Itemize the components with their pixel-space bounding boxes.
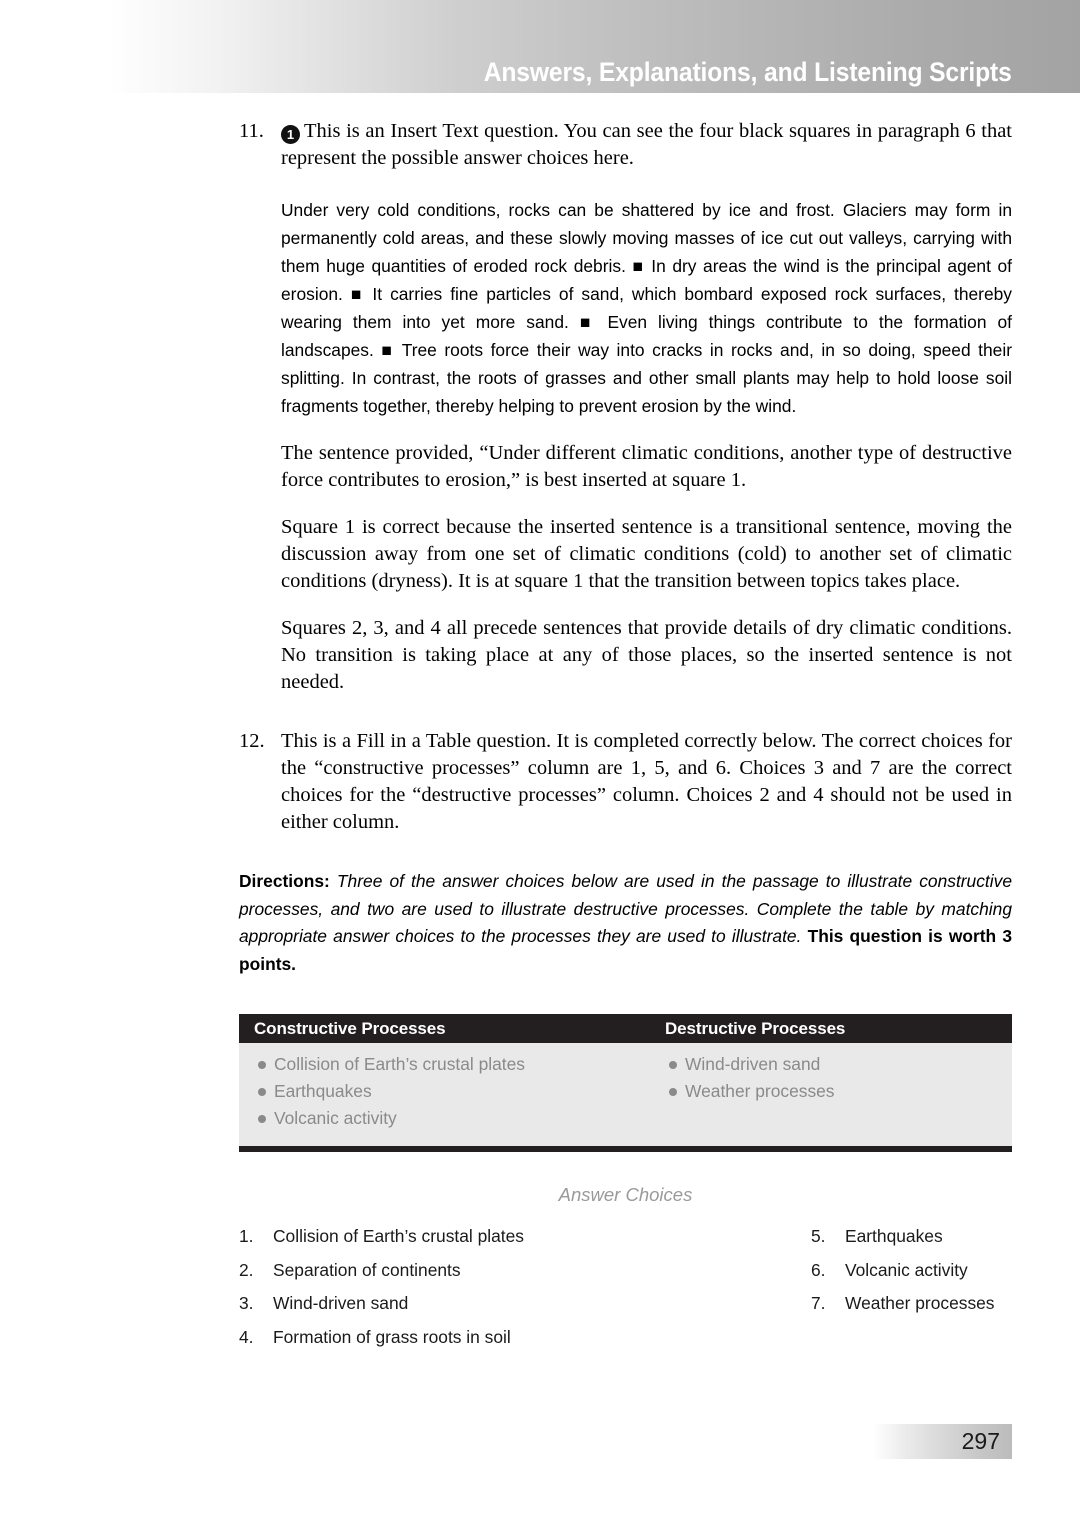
table-cell-constructive [239, 1051, 657, 1132]
choice-text: Formation of grass roots in soil [273, 1326, 511, 1347]
directions-body: Three of the answer choices below are used in the passage to illustrate constructive processes, and two are used to illustrate destructive processes. Complete the table by matching appropriate answer choices to the processes they are used to illustrate. [239, 871, 1012, 946]
running-head-band [0, 0, 1080, 93]
choice-number: 3. [239, 1293, 254, 1313]
spacer [239, 494, 1012, 514]
directions-points-note: This question is worth 3 points. [239, 926, 1012, 974]
spacer [239, 595, 1012, 615]
item-11-paragraph-2: The sentence provided, “Under different climatic conditions, another type of destructive force contributes to erosion,” is best inserted at square 1. [281, 442, 1012, 491]
list-item [239, 1321, 625, 1355]
choice-number: 4. [239, 1326, 254, 1347]
item-11-intro [281, 118, 1012, 172]
list-item [239, 1220, 625, 1254]
table-cell-destructive [657, 1051, 1012, 1132]
destructive-list [665, 1051, 1012, 1105]
choice-number: 7. [811, 1293, 826, 1313]
list-item [625, 1220, 1011, 1254]
table-header-row [239, 1014, 1012, 1043]
choice-text: Separation of continents [273, 1259, 461, 1280]
list-item: Wind-driven sand [665, 1051, 1012, 1078]
directions-block [239, 868, 1012, 978]
quoted-passage: Under very cold conditions, rocks can be shattered by ice and frost. Glaciers may form in permanently cold areas, and these slowly moving masses of ice cut out valleys, carrying with them huge quantities of eroded rock debris. ■ In dry areas the wind is the principal agent of erosion. ■ It carries fine particles of sand, which bombard exposed rock surfaces, thereby wearing them into yet more sand. ■ Even living things contribute to the formation of landscapes. ■ Tree roots force their way into cracks in rocks and, in so doing, speed their splitting. In contrast, the roots of grasses and other small plants may help to hold loose soil fragments together, thereby helping to prevent erosion by the wind. [281, 200, 1012, 416]
spacer [239, 420, 1012, 440]
explanation-item-11 [239, 118, 1012, 172]
processes-table [239, 1014, 1012, 1152]
circled-number-one-icon: 1 [281, 125, 300, 144]
list-item [625, 1254, 1011, 1288]
choice-text: Weather processes [845, 1293, 995, 1313]
table-header-constructive: Constructive Processes [254, 1018, 446, 1038]
choice-text: Collision of Earth’s crustal plates [273, 1226, 524, 1246]
answer-choices-right-column [625, 1220, 1011, 1354]
list-item: Volcanic activity [254, 1105, 657, 1132]
constructive-list [254, 1051, 657, 1132]
page-number: 297 [961, 1428, 1000, 1454]
spacer [239, 172, 1012, 196]
item-11-paragraph-3: Square 1 is correct because the inserted sentence is a transitional sentence, moving the discussion away from one set of climatic conditions (cold) to another set of climatic conditions (dryness). It is at square 1 that the transition between topics takes place. [281, 516, 1012, 592]
choice-number: 2. [239, 1259, 254, 1280]
choice-number: 6. [811, 1259, 826, 1280]
list-item [625, 1287, 1011, 1321]
item-number: 11. [239, 120, 264, 142]
folio-band [873, 1424, 1012, 1459]
choice-text: Volcanic activity [845, 1259, 968, 1280]
spacer [239, 836, 1012, 868]
choice-text: Earthquakes [845, 1226, 943, 1246]
choice-text: Wind-driven sand [273, 1293, 409, 1313]
list-item: Weather processes [665, 1078, 1012, 1105]
list-item [239, 1254, 625, 1288]
item-12-intro: This is a Fill in a Table question. It is completed correctly below. The correct choices for the “constructive processes” column are 1, 5, and 6. Choices 3 and 7 are the correct choices for the “destructive processes” column. Choices 2 and 4 should not be used in either column. [281, 730, 1012, 833]
item-11-paragraph-4: Squares 2, 3, and 4 all precede sentences that provide details of dry climatic conditions. No transition is taking place at any of those places, so the inserted sentence is not needed. [281, 617, 1012, 693]
table-header-destructive: Destructive Processes [665, 1018, 846, 1038]
answer-choices-left-column [239, 1220, 625, 1354]
item-number: 12. [239, 730, 265, 752]
list-item [239, 1287, 625, 1321]
directions-label: Directions: [239, 871, 330, 891]
item-11-intro-text: This is an Insert Text question. You can see the four black squares in paragraph 6 that represent the possible answer choices here. [281, 120, 1012, 169]
list-item: Earthquakes [254, 1078, 657, 1105]
list-item: Collision of Earth’s crustal plates [254, 1051, 657, 1078]
answer-choices-title: Answer Choices [558, 1184, 693, 1205]
choice-number: 5. [811, 1226, 826, 1246]
choice-number: 1. [239, 1226, 254, 1246]
running-head-title: Answers, Explanations, and Listening Scripts [484, 57, 1012, 87]
spacer [239, 696, 1012, 728]
table-body-row [239, 1043, 1012, 1152]
content-column [239, 118, 1012, 1354]
explanation-item-12 [239, 728, 1012, 836]
answer-choices-grid [239, 1220, 1012, 1354]
